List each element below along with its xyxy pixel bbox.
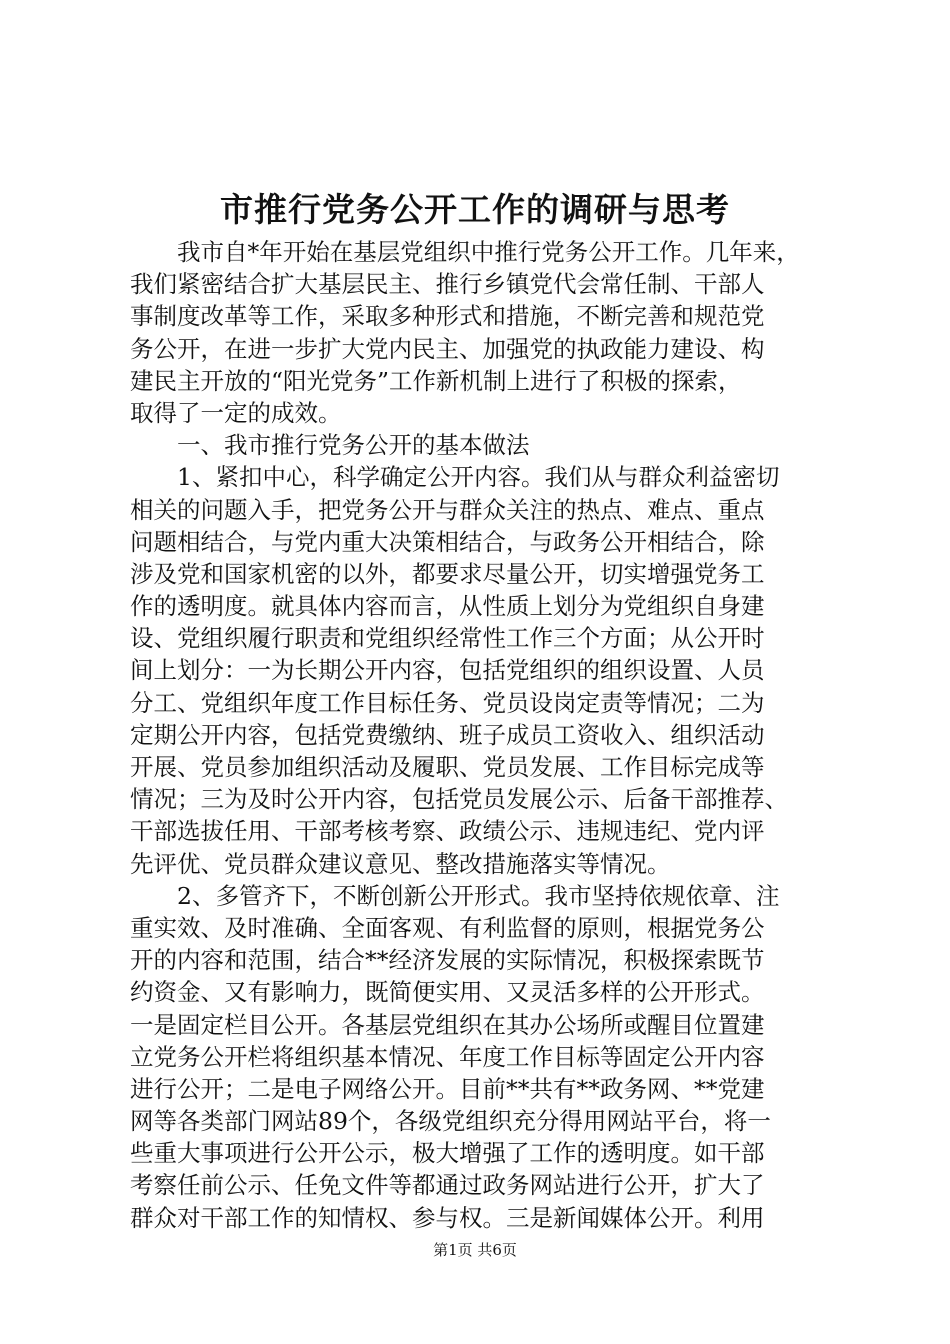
text-line: 涉及党和国家机密的以外，都要求尽量公开，切实增强党务工 (130, 559, 765, 588)
document-title: 市推行党务公开工作的调研与思考 (220, 190, 730, 229)
text-line: 问题相结合，与党内重大决策相结合，与政务公开相结合，除 (130, 527, 765, 556)
text-line: 务公开，在进一步扩大党内民主、加强党的执政能力建设、构 (130, 334, 765, 363)
text-line: 定期公开内容，包括党费缴纳、班子成员工资收入、组织活动 (130, 720, 765, 749)
text-line: 分工、党组织年度工作目标任务、党员设岗定责等情况；二为 (130, 688, 765, 717)
text-line: 作的透明度。就具体内容而言，从性质上划分为党组织自身建 (130, 592, 765, 621)
text-line: 约资金、又有影响力，既简便实用、又灵活多样的公开形式。 (130, 978, 765, 1007)
text-line: 开的内容和范围，结合**经济发展的实际情况，积极探索既节 (130, 946, 765, 975)
text-line: 我市自*年开始在基层党组织中推行党务公开工作。几年来， (130, 238, 800, 266)
page-footer: 第1页 共6页 (433, 1241, 517, 1259)
text-line: 进行公开；二是电子网络公开。目前**共有**政务网、**党建 (130, 1074, 765, 1103)
text-line: 立党务公开栏将组织基本情况、年度工作目标等固定公开内容 (130, 1042, 765, 1071)
text-line: 1、紧扣中心，科学确定公开内容。我们从与群众利益密切 (130, 463, 780, 492)
text-line: 重实效、及时准确、全面客观、有利监督的原则，根据党务公 (130, 913, 765, 942)
text-line: 一、我市推行党务公开的基本做法 (130, 431, 530, 460)
text-line: 间上划分：一为长期公开内容，包括党组织的组织设置、人员 (130, 656, 765, 685)
text-line: 2、多管齐下，不断创新公开形式。我市坚持依规依章、注 (130, 881, 780, 910)
text-line: 干部选拔任用、干部考核考察、政绩公示、违规违纪、党内评 (130, 817, 765, 846)
text-line: 情况；三为及时公开内容，包括党员发展公示、后备干部推荐、 (130, 785, 788, 814)
text-line: 事制度改革等工作，采取多种形式和措施，不断完善和规范党 (130, 302, 765, 331)
text-line: 考察任前公示、任免文件等都通过政务网站进行公开，扩大了 (130, 1171, 765, 1200)
text-line: 建民主开放的“阳光党务”工作新机制上进行了积极的探索， (130, 366, 742, 395)
text-line: 群众对干部工作的知情权、参与权。三是新闻媒体公开。利用 (130, 1203, 765, 1232)
text-line: 相关的问题入手，把党务公开与群众关注的热点、难点、重点 (130, 495, 765, 524)
text-line: 我们紧密结合扩大基层民主、推行乡镇党代会常任制、干部人 (130, 270, 765, 299)
text-line: 先评优、党员群众建议意见、整改措施落实等情况。 (130, 849, 671, 878)
text-line: 网等各类部门网站89个，各级党组织充分得用网站平台，将一 (130, 1107, 771, 1136)
document-body (130, 236, 830, 1234)
text-line: 设、党组织履行职责和党组织经常性工作三个方面；从公开时 (130, 624, 765, 653)
text-line: 开展、党员参加组织活动及履职、党员发展、工作目标完成等 (130, 753, 765, 781)
text-line: 一是固定栏目公开。各基层党组织在其办公场所或醒目位置建 (130, 1010, 765, 1039)
text-line: 取得了一定的成效。 (130, 398, 342, 427)
text-line: 些重大事项进行公开公示，极大增强了工作的透明度。如干部 (130, 1139, 765, 1168)
